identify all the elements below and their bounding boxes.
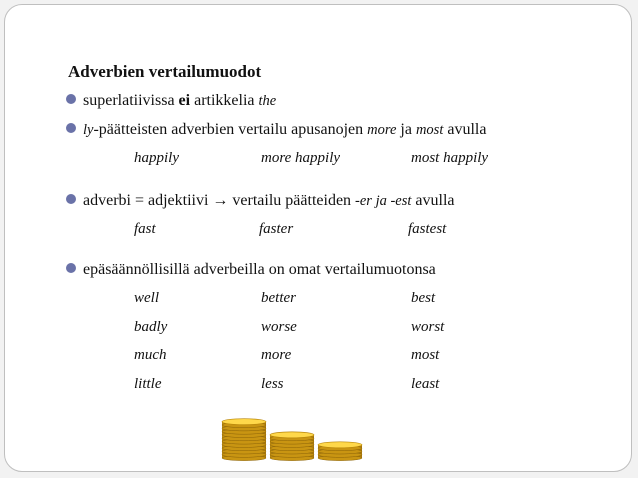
irregular-row bbox=[0, 347, 638, 367]
irregular-row bbox=[0, 290, 638, 310]
comparative-form: worse bbox=[261, 319, 297, 335]
bullet-ly-adverbs: ly-päätteisten adverbien vertailu apusanojen more ja most avulla bbox=[66, 121, 486, 139]
bullet-dot-icon bbox=[66, 123, 76, 133]
bullet-irregular: epäsäännöllisillä adverbeilla on omat vertailumuotonsa bbox=[66, 261, 436, 279]
bullet-dot-icon bbox=[66, 263, 76, 273]
bullet-superlative: superlatiivissa ei artikkelia the bbox=[66, 92, 276, 110]
positive-form: little bbox=[134, 376, 162, 392]
positive-form: well bbox=[134, 290, 159, 306]
example-row-happily bbox=[0, 150, 638, 170]
positive-form: happily bbox=[134, 150, 179, 166]
slide-title: Adverbien vertailumuodot bbox=[68, 62, 262, 81]
example-row-fast bbox=[0, 221, 638, 241]
irregular-row bbox=[0, 376, 638, 396]
bullet-dot-icon bbox=[66, 194, 76, 204]
bullet-adjective-like: adverbi = adjektiivi → vertailu päätteiden -er ja -est avulla bbox=[66, 192, 455, 210]
superlative-form: worst bbox=[411, 319, 445, 335]
coin-stacks-icon bbox=[220, 418, 370, 462]
comparative-form: less bbox=[261, 376, 284, 392]
positive-form: fast bbox=[134, 221, 156, 237]
comparative-form: faster bbox=[259, 221, 294, 237]
comparative-form: more bbox=[261, 347, 292, 363]
comparative-form: more happily bbox=[261, 150, 341, 166]
superlative-form: most bbox=[411, 347, 440, 363]
superlative-form: best bbox=[411, 290, 436, 306]
irregular-row bbox=[0, 319, 638, 339]
bullet-dot-icon bbox=[66, 94, 76, 104]
positive-form: much bbox=[134, 347, 167, 363]
positive-form: badly bbox=[134, 319, 168, 335]
superlative-form: fastest bbox=[408, 221, 447, 237]
superlative-form: least bbox=[411, 376, 440, 392]
comparative-form: better bbox=[261, 290, 296, 306]
superlative-form: most happily bbox=[411, 150, 489, 166]
